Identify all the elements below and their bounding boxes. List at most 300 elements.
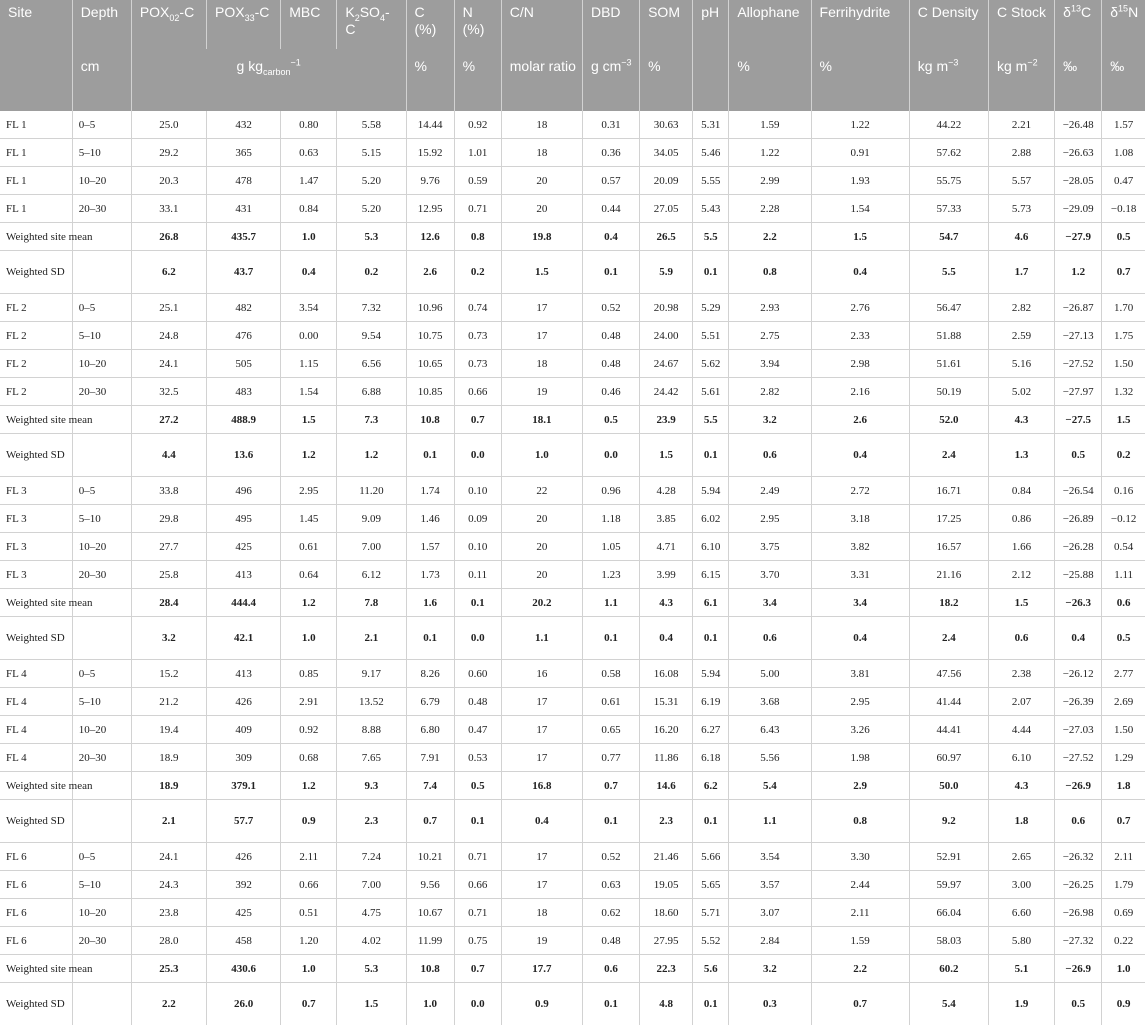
cell-allophane: 2.84 [729,927,811,955]
cell-allophane: 3.54 [729,843,811,871]
cell-allophane: 3.68 [729,688,811,716]
cell-ferrihydrite: 2.72 [811,477,909,505]
cell-d15n: 1.50 [1102,716,1145,744]
cell-c-stock: 5.73 [988,195,1054,223]
cell-dbd: 0.7 [582,772,639,800]
cell-ferrihydrite: 0.4 [811,251,909,294]
cell-allophane: 3.94 [729,350,811,378]
cell-c-stock: 1.5 [988,589,1054,617]
cell-allophane: 3.4 [729,589,811,617]
cell-pox33-c: 458 [207,927,281,955]
cell-d15n: −0.12 [1102,505,1145,533]
cell-k2so4-c: 7.8 [337,589,406,617]
cell-mbc: 0.61 [281,533,337,561]
cell-c-pct: 1.73 [406,561,454,589]
cell-depth: 10–20 [72,716,131,744]
cell-allophane: 5.00 [729,660,811,688]
cell-cn: 18 [501,350,582,378]
cell-d13c: −25.88 [1055,561,1102,589]
unit-c-density: kg $m^{-3}$ [909,49,988,111]
cell-k2so4-c: 6.12 [337,561,406,589]
cell-som: 4.3 [640,589,693,617]
cell-pox02-c: 24.8 [131,322,206,350]
cell-pox33-c: 444.4 [207,589,281,617]
cell-pox33-c: 426 [207,688,281,716]
cell-n-pct: 0.71 [454,899,501,927]
cell-mbc: 1.20 [281,927,337,955]
cell-k2so4-c: 7.32 [337,294,406,322]
header-d15n: $\delta^{15}N$ [1102,0,1145,49]
unit-dbd: g $cm^{-3}$ [582,49,639,111]
cell-n-pct: 0.71 [454,195,501,223]
header-pox02-c: $POX_{02}-C$ [131,0,206,49]
cell-cn: 1.5 [501,251,582,294]
cell-pox33-c: 26.0 [207,983,281,1025]
cell-pox02-c: 29.2 [131,139,206,167]
cell-cn: 17.7 [501,955,582,983]
cell-pox02-c: 6.2 [131,251,206,294]
cell-pox02-c: 29.8 [131,505,206,533]
cell-pox02-c: 18.9 [131,744,206,772]
cell-allophane: 5.56 [729,744,811,772]
cell-c-stock: 1.7 [988,251,1054,294]
cell-depth: 5–10 [72,505,131,533]
cell-c-pct: 0.1 [406,434,454,477]
cell-ferrihydrite: 1.93 [811,167,909,195]
cell-d15n: 0.16 [1102,477,1145,505]
cell-n-pct: 0.47 [454,716,501,744]
cell-c-density: 18.2 [909,589,988,617]
cell-allophane: 6.43 [729,716,811,744]
cell-site: FL 2 [0,350,72,378]
cell-mbc: 0.85 [281,660,337,688]
cell-site: Weighted SD [0,800,72,843]
cell-som: 20.09 [640,167,693,195]
cell-ph: 5.71 [693,899,729,927]
cell-cn: 19 [501,927,582,955]
cell-mbc: 1.2 [281,434,337,477]
cell-cn: 22 [501,477,582,505]
cell-c-density: 54.7 [909,223,988,251]
cell-dbd: 0.65 [582,716,639,744]
cell-d13c: −26.89 [1055,505,1102,533]
cell-c-stock: 3.00 [988,871,1054,899]
cell-k2so4-c: 1.2 [337,434,406,477]
table-row [0,716,1145,744]
table-row [0,378,1145,406]
cell-cn: 17 [501,716,582,744]
cell-k2so4-c: 2.3 [337,800,406,843]
cell-c-density: 50.19 [909,378,988,406]
cell-dbd: 0.52 [582,294,639,322]
cell-pox33-c: 496 [207,477,281,505]
cell-d15n: 0.7 [1102,800,1145,843]
cell-n-pct: 0.2 [454,251,501,294]
cell-pox02-c: 24.1 [131,843,206,871]
cell-depth [72,617,131,660]
cell-ph: 5.31 [693,111,729,139]
cell-mbc: 2.11 [281,843,337,871]
cell-cn: 19.8 [501,223,582,251]
cell-site: FL 6 [0,843,72,871]
cell-c-density: 52.91 [909,843,988,871]
table-row [0,294,1145,322]
cell-cn: 20 [501,533,582,561]
cell-d15n: 1.79 [1102,871,1145,899]
cell-ferrihydrite: 3.30 [811,843,909,871]
cell-cn: 20.2 [501,589,582,617]
cell-d13c: −26.12 [1055,660,1102,688]
cell-som: 0.4 [640,617,693,660]
cell-ferrihydrite: 3.18 [811,505,909,533]
cell-c-density: 2.4 [909,617,988,660]
cell-n-pct: 0.09 [454,505,501,533]
cell-c-pct: 1.57 [406,533,454,561]
cell-cn: 17 [501,744,582,772]
cell-som: 24.42 [640,378,693,406]
cell-d15n: 1.8 [1102,772,1145,800]
cell-ferrihydrite: 2.44 [811,871,909,899]
cell-c-pct: 9.56 [406,871,454,899]
cell-cn: 18 [501,899,582,927]
cell-d15n: 0.22 [1102,927,1145,955]
cell-site: Weighted SD [0,983,72,1025]
cell-d13c: −27.97 [1055,378,1102,406]
cell-k2so4-c: 1.5 [337,983,406,1025]
cell-allophane: 2.28 [729,195,811,223]
cell-som: 19.05 [640,871,693,899]
cell-mbc: 1.15 [281,350,337,378]
cell-c-pct: 11.99 [406,927,454,955]
cell-ferrihydrite: 3.26 [811,716,909,744]
cell-d13c: 0.5 [1055,434,1102,477]
cell-som: 18.60 [640,899,693,927]
cell-allophane: 2.93 [729,294,811,322]
cell-som: 1.5 [640,434,693,477]
cell-n-pct: 0.7 [454,406,501,434]
cell-c-pct: 0.1 [406,617,454,660]
cell-c-density: 51.88 [909,322,988,350]
cell-depth: 10–20 [72,350,131,378]
cell-c-density: 41.44 [909,688,988,716]
cell-dbd: 0.77 [582,744,639,772]
cell-dbd: 0.31 [582,111,639,139]
cell-d15n: 0.9 [1102,983,1145,1025]
cell-d15n: 0.2 [1102,434,1145,477]
cell-pox33-c: 432 [207,111,281,139]
cell-k2so4-c: 9.3 [337,772,406,800]
cell-pox33-c: 488.9 [207,406,281,434]
cell-som: 30.63 [640,111,693,139]
cell-ph: 5.52 [693,927,729,955]
cell-c-stock: 1.66 [988,533,1054,561]
header-row-units [0,49,1145,111]
cell-ferrihydrite: 2.95 [811,688,909,716]
cell-d13c: 0.4 [1055,617,1102,660]
cell-d15n: 1.0 [1102,955,1145,983]
cell-ferrihydrite: 2.16 [811,378,909,406]
cell-pox33-c: 505 [207,350,281,378]
table-row [0,660,1145,688]
cell-pox33-c: 426 [207,843,281,871]
cell-n-pct: 0.1 [454,800,501,843]
header-mbc: MBC [281,0,337,49]
cell-som: 4.8 [640,983,693,1025]
cell-site: FL 4 [0,744,72,772]
cell-ph: 5.61 [693,378,729,406]
cell-c-pct: 1.0 [406,983,454,1025]
cell-cn: 1.1 [501,617,582,660]
cell-c-density: 60.97 [909,744,988,772]
cell-allophane: 0.3 [729,983,811,1025]
cell-mbc: 1.45 [281,505,337,533]
cell-d13c: 1.2 [1055,251,1102,294]
cell-ph: 6.02 [693,505,729,533]
cell-ph: 6.18 [693,744,729,772]
cell-k2so4-c: 6.56 [337,350,406,378]
cell-pox02-c: 25.8 [131,561,206,589]
cell-som: 5.9 [640,251,693,294]
cell-c-density: 55.75 [909,167,988,195]
cell-pox02-c: 28.0 [131,927,206,955]
unit-n-pct: % [454,49,501,111]
cell-mbc: 1.0 [281,223,337,251]
cell-c-pct: 1.46 [406,505,454,533]
cell-site: FL 4 [0,716,72,744]
cell-depth: 0–5 [72,477,131,505]
cell-site: FL 3 [0,561,72,589]
cell-pox02-c: 19.4 [131,716,206,744]
cell-n-pct: 0.92 [454,111,501,139]
cell-c-pct: 9.76 [406,167,454,195]
cell-ferrihydrite: 1.59 [811,927,909,955]
table-row [0,561,1145,589]
cell-d13c: −26.39 [1055,688,1102,716]
cell-allophane: 0.6 [729,617,811,660]
cell-site: Weighted site mean [0,772,72,800]
cell-site: FL 4 [0,688,72,716]
cell-pox33-c: 482 [207,294,281,322]
cell-ph: 0.1 [693,434,729,477]
cell-som: 24.67 [640,350,693,378]
cell-c-pct: 10.65 [406,350,454,378]
cell-c-density: 44.41 [909,716,988,744]
cell-ph: 5.5 [693,223,729,251]
cell-som: 20.98 [640,294,693,322]
header-c-pct: C (%) [406,0,454,49]
cell-mbc: 3.54 [281,294,337,322]
header-k2so4-c: $K_2SO_4-C$ [337,0,406,49]
cell-n-pct: 0.0 [454,983,501,1025]
unit-cn: molar ratio [501,49,582,111]
cell-k2so4-c: 5.20 [337,167,406,195]
cell-pox33-c: 57.7 [207,800,281,843]
unit-g-kg-carbon: g $kg_{carbon}^{-1}$ [131,49,406,111]
cell-k2so4-c: 13.52 [337,688,406,716]
cell-c-stock: 1.8 [988,800,1054,843]
cell-ph: 5.94 [693,477,729,505]
cell-ferrihydrite: 1.22 [811,111,909,139]
weighted-mean-row [0,772,1145,800]
cell-dbd: 1.1 [582,589,639,617]
cell-c-stock: 2.59 [988,322,1054,350]
header-ferrihydrite: Ferrihydrite [811,0,909,49]
cell-d13c: −28.05 [1055,167,1102,195]
cell-depth: 20–30 [72,927,131,955]
cell-depth: 10–20 [72,533,131,561]
cell-d13c: −27.03 [1055,716,1102,744]
cell-pox33-c: 483 [207,378,281,406]
cell-n-pct: 0.5 [454,772,501,800]
cell-ph: 5.46 [693,139,729,167]
cell-pox02-c: 33.8 [131,477,206,505]
cell-pox02-c: 27.2 [131,406,206,434]
cell-pox33-c: 379.1 [207,772,281,800]
cell-c-density: 57.62 [909,139,988,167]
cell-pox33-c: 413 [207,660,281,688]
weighted-mean-row [0,955,1145,983]
cell-dbd: 0.1 [582,251,639,294]
cell-depth: 20–30 [72,378,131,406]
cell-ferrihydrite: 2.6 [811,406,909,434]
cell-allophane: 0.6 [729,434,811,477]
cell-pox02-c: 25.0 [131,111,206,139]
cell-som: 11.86 [640,744,693,772]
cell-pox33-c: 431 [207,195,281,223]
cell-c-density: 44.22 [909,111,988,139]
cell-mbc: 1.0 [281,955,337,983]
cell-n-pct: 0.75 [454,927,501,955]
cell-dbd: 0.96 [582,477,639,505]
cell-som: 26.5 [640,223,693,251]
cell-c-pct: 7.4 [406,772,454,800]
cell-d13c: −26.87 [1055,294,1102,322]
cell-ph: 5.66 [693,843,729,871]
cell-depth: 10–20 [72,167,131,195]
weighted-sd-row [0,434,1145,477]
cell-d13c: −27.13 [1055,322,1102,350]
cell-ph: 5.29 [693,294,729,322]
cell-c-stock: 0.84 [988,477,1054,505]
cell-c-density: 60.2 [909,955,988,983]
cell-allophane: 0.8 [729,251,811,294]
cell-cn: 16.8 [501,772,582,800]
cell-ph: 5.62 [693,350,729,378]
cell-allophane: 1.1 [729,800,811,843]
cell-site: Weighted site mean [0,223,72,251]
cell-c-pct: 2.6 [406,251,454,294]
cell-dbd: 0.6 [582,955,639,983]
cell-mbc: 0.9 [281,800,337,843]
cell-som: 4.71 [640,533,693,561]
cell-ferrihydrite: 1.5 [811,223,909,251]
cell-d13c: −29.09 [1055,195,1102,223]
cell-c-stock: 5.02 [988,378,1054,406]
cell-site: FL 3 [0,533,72,561]
cell-k2so4-c: 2.1 [337,617,406,660]
cell-n-pct: 0.0 [454,434,501,477]
cell-d13c: −26.54 [1055,477,1102,505]
cell-d15n: 1.57 [1102,111,1145,139]
cell-k2so4-c: 7.00 [337,533,406,561]
cell-depth: 0–5 [72,111,131,139]
cell-n-pct: 0.66 [454,871,501,899]
cell-allophane: 2.75 [729,322,811,350]
cell-ferrihydrite: 3.4 [811,589,909,617]
cell-depth: 0–5 [72,294,131,322]
cell-pox33-c: 495 [207,505,281,533]
cell-ph: 5.6 [693,955,729,983]
table-row [0,195,1145,223]
cell-depth: 0–5 [72,660,131,688]
table-row [0,111,1145,139]
cell-allophane: 2.2 [729,223,811,251]
cell-pox02-c: 27.7 [131,533,206,561]
table-row [0,533,1145,561]
cell-n-pct: 0.59 [454,167,501,195]
table-row [0,927,1145,955]
cell-pox33-c: 425 [207,899,281,927]
cell-som: 27.95 [640,927,693,955]
table-row [0,899,1145,927]
header-n-pct: N (%) [454,0,501,49]
cell-ferrihydrite: 2.9 [811,772,909,800]
weighted-mean-row [0,223,1145,251]
cell-c-pct: 14.44 [406,111,454,139]
cell-n-pct: 0.7 [454,955,501,983]
cell-pox02-c: 3.2 [131,617,206,660]
header-d13c: $\delta^{13}C$ [1055,0,1102,49]
cell-ferrihydrite: 1.54 [811,195,909,223]
cell-d13c: −27.52 [1055,350,1102,378]
cell-k2so4-c: 7.00 [337,871,406,899]
cell-c-stock: 6.60 [988,899,1054,927]
cell-dbd: 0.57 [582,167,639,195]
cell-pox33-c: 42.1 [207,617,281,660]
cell-k2so4-c: 5.3 [337,223,406,251]
cell-d15n: 1.50 [1102,350,1145,378]
cell-allophane: 2.99 [729,167,811,195]
cell-allophane: 2.95 [729,505,811,533]
cell-pox33-c: 409 [207,716,281,744]
cell-mbc: 0.63 [281,139,337,167]
unit-d15n: ‰ [1102,49,1145,111]
cell-k2so4-c: 9.54 [337,322,406,350]
cell-c-stock: 2.21 [988,111,1054,139]
cell-ph: 5.94 [693,660,729,688]
cell-d15n: 0.6 [1102,589,1145,617]
cell-c-stock: 2.12 [988,561,1054,589]
cell-depth [72,983,131,1025]
cell-c-stock: 4.3 [988,406,1054,434]
header-site: Site [0,0,72,49]
cell-pox33-c: 43.7 [207,251,281,294]
cell-pox33-c: 476 [207,322,281,350]
cell-n-pct: 0.8 [454,223,501,251]
header-allophane: Allophane [729,0,811,49]
cell-d15n: 2.77 [1102,660,1145,688]
table-row [0,167,1145,195]
cell-pox33-c: 13.6 [207,434,281,477]
cell-depth: 20–30 [72,195,131,223]
cell-d13c: −26.48 [1055,111,1102,139]
cell-c-density: 5.4 [909,983,988,1025]
cell-site: FL 2 [0,322,72,350]
cell-cn: 19 [501,378,582,406]
cell-site: FL 3 [0,505,72,533]
cell-site: FL 6 [0,871,72,899]
weighted-sd-row [0,617,1145,660]
